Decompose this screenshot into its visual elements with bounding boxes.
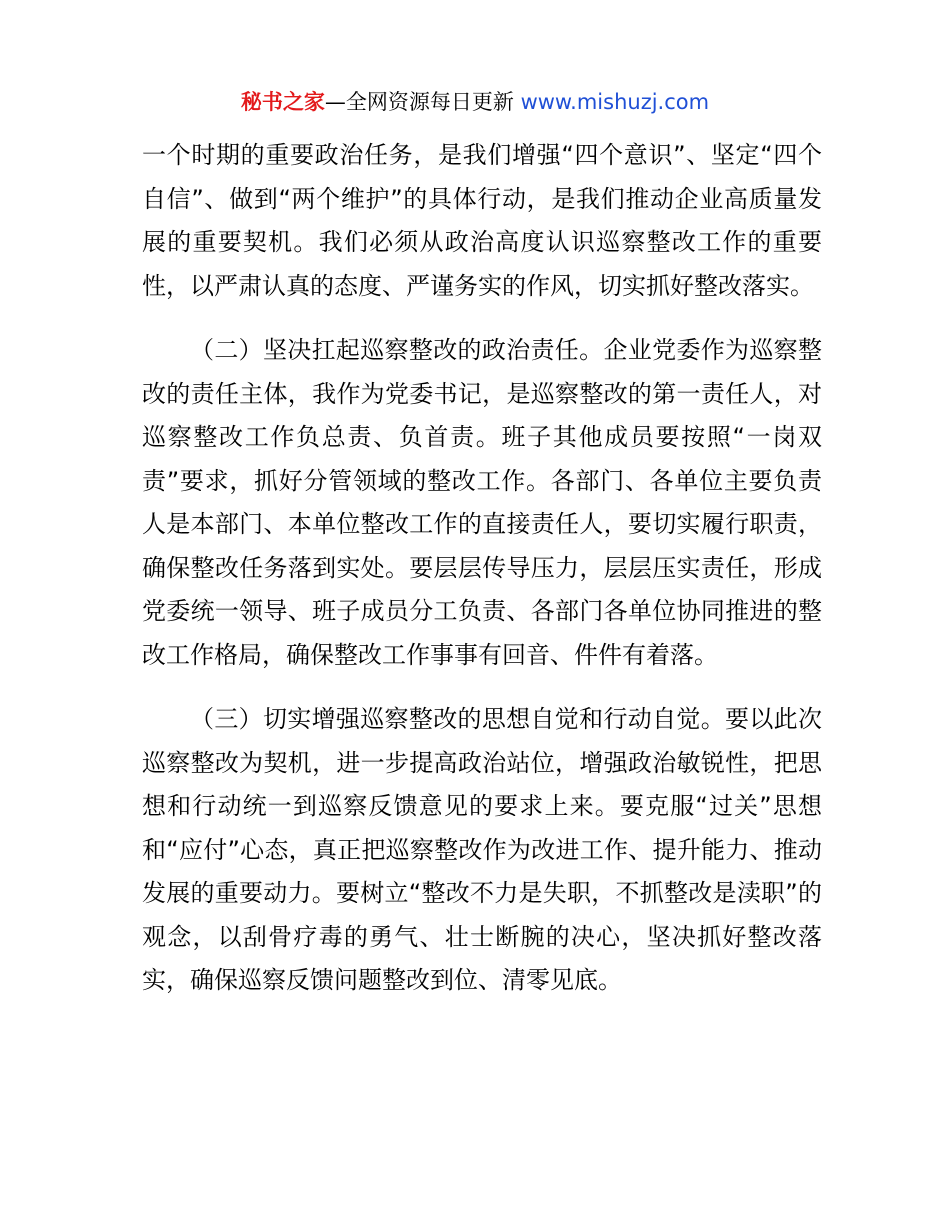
site-tagline: —全网资源每日更新: [324, 90, 521, 114]
site-brand: 秘书之家: [240, 90, 325, 114]
site-header: [0, 86, 950, 118]
document-body: [142, 134, 822, 1024]
paragraph-section-3: （三）切实增强巡察整改的思想自觉和行动自觉。要以此次巡察整改为契机，进一步提高政治站位，增强政治敏锐性，把思想和行动统一到巡察反馈意见的要求上来。要克服“过关”思想和“应付”心态，真正把巡察整改作为改进工作、提升能力、推动发展的重要动力。要树立“整改不力是失职，不抓整改是渎职”的观念，以刮骨疗毒的勇气、壮士断腕的决心，坚决抓好整改落实，确保巡察反馈问题整改到位、清零见底。: [142, 705, 822, 994]
paragraph-continuation: 一个时期的重要政治任务，是我们增强“四个意识”、坚定“四个自信”、做到“两个维护”的具体行动，是我们推动企业高质量发展的重要契机。我们必须从政治高度认识巡察整改工作的重要性，以严肃认真的态度、严谨务实的作风，切实抓好整改落实。: [142, 141, 822, 300]
site-url-link[interactable]: www.mishuzj.com: [520, 90, 710, 114]
paragraph-section-2: （二）坚决扛起巡察整改的政治责任。企业党委作为巡察整改的责任主体，我作为党委书记，是巡察整改的第一责任人，对巡察整改工作负总责、负首责。班子其他成员要按照“一岗双责”要求，抓好分管领域的整改工作。各部门、各单位主要负责人是本部门、本单位整改工作的直接责任人，要切实履行职责，确保整改任务落到实处。要层层传导压力，层层压实责任，形成党委统一领导、班子成员分工负责、各部门各单位协同推进的整改工作格局，确保整改工作事事有回音、件件有着落。: [142, 336, 822, 669]
